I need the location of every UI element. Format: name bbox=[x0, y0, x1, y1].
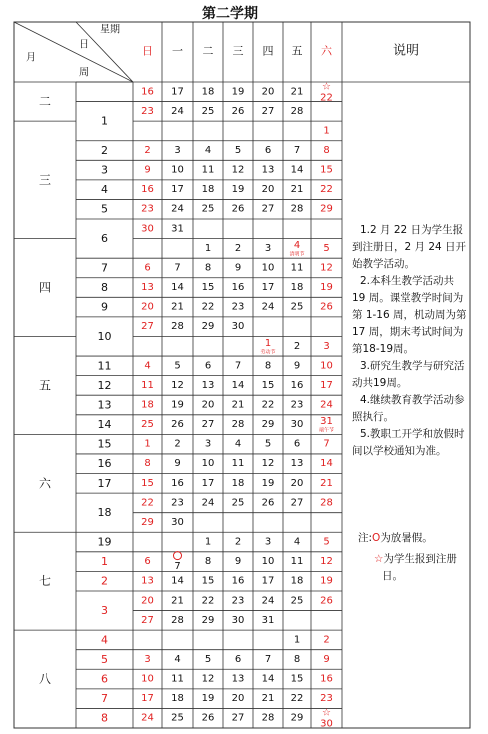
day-cell: 18 bbox=[290, 575, 304, 587]
header-day-3: 三 bbox=[232, 44, 244, 58]
day-cell: 25 bbox=[290, 301, 304, 313]
week-number-5: 6 bbox=[101, 232, 108, 246]
day-cell: 22 bbox=[201, 301, 215, 313]
day-cell: 17 bbox=[141, 693, 154, 705]
day-cell: 14 bbox=[171, 282, 184, 294]
day-cell: 31 bbox=[261, 614, 275, 626]
day-cell: 3 bbox=[144, 653, 151, 665]
month-label-0: 二 bbox=[38, 94, 52, 109]
day-cell: 11 bbox=[171, 673, 184, 685]
day-cell: 9 bbox=[174, 458, 181, 470]
day-cell: 9 bbox=[293, 360, 301, 372]
day-cell: 28 bbox=[171, 614, 184, 626]
day-cell: 11 bbox=[290, 556, 304, 568]
week-number-19: 1 bbox=[101, 555, 108, 569]
day-cell: 27 bbox=[261, 203, 275, 215]
day-cell: 6 bbox=[293, 438, 301, 450]
day-cell: 24 bbox=[261, 301, 275, 313]
day-cell: 30 bbox=[231, 321, 245, 333]
month-label-5: 七 bbox=[38, 574, 52, 589]
day-cell: 26 bbox=[320, 595, 333, 607]
week-number-6: 7 bbox=[101, 261, 108, 275]
legend-prefix: 注: bbox=[358, 532, 373, 544]
day-cell: 25 bbox=[171, 712, 184, 724]
day-cell: 3 bbox=[264, 536, 272, 548]
week-number-10: 11 bbox=[97, 359, 112, 373]
day-cell: 9 bbox=[323, 653, 330, 665]
day-cell: 20 bbox=[201, 399, 215, 411]
day-cell: 28 bbox=[290, 105, 304, 117]
day-cell: 23 bbox=[320, 693, 333, 705]
week-number-7: 8 bbox=[101, 281, 108, 295]
day-cell: 13 bbox=[261, 164, 275, 176]
day-cell: 16 bbox=[290, 379, 304, 391]
week-number-21: 3 bbox=[101, 604, 108, 618]
day-cell: 12 bbox=[231, 164, 245, 176]
week-number-23: 5 bbox=[101, 652, 108, 666]
day-cell: 25 bbox=[201, 203, 215, 215]
week-number-2: 3 bbox=[101, 163, 108, 177]
day-cell: 3 bbox=[264, 242, 272, 254]
day-cell: 4 bbox=[293, 239, 301, 251]
day-cell: 10 bbox=[201, 458, 215, 470]
day-cell: 15 bbox=[201, 575, 215, 587]
day-cell: 30 bbox=[320, 718, 333, 730]
notes-title: 说明 bbox=[392, 43, 420, 59]
day-cell: 4 bbox=[204, 145, 212, 157]
day-cell: 23 bbox=[231, 301, 245, 313]
day-cell: 17 bbox=[201, 477, 215, 489]
header-day-2: 二 bbox=[202, 44, 214, 58]
day-cell: 31 bbox=[320, 416, 333, 428]
month-label-6: 八 bbox=[38, 672, 52, 687]
day-cell: 31 bbox=[171, 223, 184, 235]
day-cell: 11 bbox=[231, 458, 245, 470]
week-number-13: 14 bbox=[97, 418, 112, 432]
day-cell: 17 bbox=[320, 379, 333, 391]
legend-circle-text: 为放暑假。 bbox=[380, 532, 433, 544]
day-cell: 2 bbox=[144, 145, 151, 157]
week-number-1: 2 bbox=[101, 144, 108, 158]
day-cell: 23 bbox=[141, 105, 154, 117]
holiday-label: 劳动节 bbox=[260, 349, 276, 356]
note-4: 4.继续教育教学活动参照执行。 bbox=[352, 394, 465, 423]
day-cell: 26 bbox=[231, 203, 245, 215]
day-cell: 15 bbox=[320, 164, 333, 176]
circle-icon: O bbox=[372, 532, 381, 544]
day-cell: 22 bbox=[201, 595, 215, 607]
day-cell: 21 bbox=[320, 477, 333, 489]
day-cell: 21 bbox=[231, 399, 245, 411]
note-3: 3.研究生教学与研究活动共19周。 bbox=[352, 360, 465, 389]
day-cell: 8 bbox=[293, 653, 301, 665]
star-icon: ☆ bbox=[322, 81, 331, 93]
day-cell: 24 bbox=[320, 399, 333, 411]
week-number-25: 7 bbox=[101, 692, 108, 706]
day-cell: 28 bbox=[290, 203, 304, 215]
day-cell: 21 bbox=[290, 86, 304, 98]
day-cell: 30 bbox=[171, 516, 184, 528]
day-cell: 6 bbox=[144, 556, 151, 568]
star-icon: ☆ bbox=[322, 707, 331, 719]
day-cell: 27 bbox=[141, 614, 154, 626]
day-cell: 16 bbox=[141, 184, 154, 196]
day-cell: 24 bbox=[171, 203, 184, 215]
week-number-0: 1 bbox=[101, 114, 108, 128]
note-1: 1.2 月 22 日为学生报到注册日，2 月 24 日开始教学活动。 bbox=[352, 224, 467, 270]
day-cell: 5 bbox=[264, 438, 272, 450]
day-cell: 13 bbox=[201, 379, 215, 391]
month-label-2: 四 bbox=[38, 280, 52, 295]
day-cell: 25 bbox=[141, 419, 154, 431]
day-cell: 8 bbox=[204, 262, 212, 274]
day-cell: 10 bbox=[141, 673, 154, 685]
legend-star bbox=[352, 551, 470, 585]
day-cell: 9 bbox=[234, 556, 242, 568]
day-cell: 23 bbox=[290, 399, 304, 411]
day-cell: 13 bbox=[141, 282, 154, 294]
day-cell: 20 bbox=[141, 595, 154, 607]
day-cell: 24 bbox=[171, 105, 184, 117]
header-day-6: 六 bbox=[321, 44, 332, 58]
header-month-label: 月 bbox=[26, 52, 36, 64]
day-cell: 8 bbox=[323, 145, 330, 157]
week-number-8: 9 bbox=[101, 300, 108, 314]
day-cell: 7 bbox=[174, 262, 181, 274]
day-cell: 14 bbox=[290, 164, 304, 176]
day-cell: 5 bbox=[174, 360, 181, 372]
header-day-label: 日 bbox=[79, 39, 89, 51]
day-cell: 16 bbox=[231, 282, 245, 294]
day-cell: 14 bbox=[261, 673, 275, 685]
day-cell: 25 bbox=[231, 497, 245, 509]
day-cell: 19 bbox=[261, 477, 275, 489]
week-number-16: 17 bbox=[97, 476, 112, 490]
notes-block bbox=[352, 222, 470, 460]
day-cell: 12 bbox=[261, 458, 275, 470]
day-cell: 12 bbox=[171, 379, 184, 391]
day-cell: 11 bbox=[141, 379, 154, 391]
day-cell: 30 bbox=[141, 223, 154, 235]
day-cell: 20 bbox=[261, 184, 275, 196]
month-label-1: 三 bbox=[38, 172, 52, 187]
week-number-22: 4 bbox=[101, 633, 108, 647]
week-number-14: 15 bbox=[97, 437, 112, 451]
day-cell: 29 bbox=[201, 321, 215, 333]
day-cell: 26 bbox=[261, 497, 275, 509]
day-cell: 16 bbox=[141, 86, 154, 98]
day-cell: 4 bbox=[293, 536, 301, 548]
week-number-15: 16 bbox=[97, 457, 112, 471]
day-cell: 22 bbox=[141, 497, 154, 509]
day-cell: 25 bbox=[201, 105, 215, 117]
week-number-11: 12 bbox=[97, 378, 112, 392]
day-cell: 2 bbox=[293, 340, 301, 352]
note-2: 2.本科生教学活动共 19 周。课堂教学时间为第 1-16 周，机动周为第 17 周，期末考试时间为第18-19周。 bbox=[352, 275, 467, 355]
day-cell: 1 bbox=[204, 536, 212, 548]
day-cell: 16 bbox=[231, 575, 245, 587]
day-cell: 26 bbox=[201, 712, 215, 724]
day-cell: 26 bbox=[320, 301, 333, 313]
day-cell: 1 bbox=[264, 337, 272, 349]
day-cell: 8 bbox=[264, 360, 272, 372]
page-title: 第二学期 bbox=[202, 6, 258, 22]
day-cell: 1 bbox=[293, 634, 301, 646]
day-cell: 18 bbox=[290, 282, 304, 294]
day-cell: 22 bbox=[290, 693, 304, 705]
day-cell: 5 bbox=[234, 145, 242, 157]
day-cell: 11 bbox=[290, 262, 304, 274]
day-cell: 23 bbox=[141, 203, 154, 215]
day-cell: 13 bbox=[141, 575, 154, 587]
day-cell: 3 bbox=[323, 340, 330, 352]
day-cell: 5 bbox=[323, 242, 330, 254]
day-cell: 1 bbox=[144, 438, 151, 450]
day-cell: 10 bbox=[171, 164, 184, 176]
day-cell: 10 bbox=[261, 556, 275, 568]
week-number-17: 18 bbox=[97, 506, 112, 520]
day-cell: 19 bbox=[201, 693, 215, 705]
day-cell: 3 bbox=[174, 145, 181, 157]
day-cell: 6 bbox=[264, 145, 272, 157]
day-cell: 14 bbox=[320, 458, 333, 470]
day-cell: 20 bbox=[261, 86, 275, 98]
legend-star-text: 为学生报到注册日。 bbox=[382, 553, 457, 582]
day-cell: 8 bbox=[144, 458, 151, 470]
day-cell: 22 bbox=[320, 92, 333, 104]
day-cell: 18 bbox=[171, 693, 184, 705]
week-number-26: 8 bbox=[101, 711, 108, 725]
week-number-24: 6 bbox=[101, 672, 108, 686]
day-cell: 22 bbox=[320, 184, 333, 196]
day-cell: 21 bbox=[290, 184, 304, 196]
month-label-3: 五 bbox=[38, 378, 52, 393]
day-cell: 27 bbox=[201, 419, 215, 431]
day-cell: 27 bbox=[141, 321, 154, 333]
day-cell: 29 bbox=[201, 614, 215, 626]
holiday-label: 端午节 bbox=[318, 427, 335, 434]
day-cell: 7 bbox=[234, 360, 242, 372]
day-cell: 18 bbox=[201, 86, 215, 98]
legend-block bbox=[352, 530, 470, 585]
day-cell: 6 bbox=[204, 360, 212, 372]
day-cell: 21 bbox=[171, 301, 184, 313]
circle-icon bbox=[174, 552, 182, 560]
day-cell: 7 bbox=[174, 561, 181, 573]
day-cell: 11 bbox=[201, 164, 215, 176]
day-cell: 6 bbox=[144, 262, 151, 274]
day-cell: 18 bbox=[231, 477, 245, 489]
day-cell: 17 bbox=[261, 282, 275, 294]
header-day-4: 四 bbox=[262, 44, 274, 58]
day-cell: 29 bbox=[141, 516, 154, 528]
day-cell: 3 bbox=[204, 438, 212, 450]
day-cell: 5 bbox=[323, 536, 330, 548]
day-cell: 7 bbox=[264, 653, 272, 665]
day-cell: 16 bbox=[171, 477, 184, 489]
day-cell: 29 bbox=[320, 203, 333, 215]
header-day-1: 一 bbox=[172, 44, 183, 58]
day-cell: 23 bbox=[171, 497, 184, 509]
month-label-4: 六 bbox=[38, 476, 52, 491]
day-cell: 7 bbox=[323, 438, 330, 450]
day-cell: 20 bbox=[290, 477, 304, 489]
header-week-label: 周 bbox=[79, 67, 89, 79]
day-cell: 6 bbox=[234, 653, 242, 665]
day-cell: 27 bbox=[231, 712, 245, 724]
day-cell: 14 bbox=[231, 379, 245, 391]
week-number-12: 13 bbox=[97, 398, 112, 412]
day-cell: 8 bbox=[204, 556, 212, 568]
day-cell: 15 bbox=[290, 673, 304, 685]
day-cell: 12 bbox=[320, 556, 333, 568]
day-cell: 27 bbox=[290, 497, 304, 509]
day-cell: 30 bbox=[290, 419, 304, 431]
day-cell: 27 bbox=[261, 105, 275, 117]
day-cell: 17 bbox=[261, 575, 275, 587]
day-cell: 4 bbox=[144, 360, 151, 372]
header-day-0: 日 bbox=[142, 44, 153, 58]
header-day-5: 五 bbox=[291, 44, 303, 58]
header-weekday-label: 星期 bbox=[100, 24, 120, 36]
day-cell: 13 bbox=[231, 673, 245, 685]
day-cell: 15 bbox=[261, 379, 275, 391]
day-cell: 14 bbox=[171, 575, 184, 587]
day-cell: 12 bbox=[201, 673, 215, 685]
day-cell: 30 bbox=[231, 614, 245, 626]
day-cell: 10 bbox=[320, 360, 333, 372]
day-cell: 7 bbox=[293, 145, 301, 157]
day-cell: 19 bbox=[231, 184, 245, 196]
day-cell: 9 bbox=[234, 262, 242, 274]
star-icon: ☆ bbox=[374, 553, 384, 565]
day-cell: 24 bbox=[261, 595, 275, 607]
week-number-20: 2 bbox=[101, 574, 108, 588]
legend-circle bbox=[352, 530, 470, 547]
day-cell: 22 bbox=[261, 399, 275, 411]
day-cell: 2 bbox=[234, 242, 242, 254]
day-cell: 21 bbox=[171, 595, 184, 607]
day-cell: 2 bbox=[174, 438, 181, 450]
day-cell: 25 bbox=[290, 595, 304, 607]
day-cell: 17 bbox=[171, 184, 184, 196]
day-cell: 18 bbox=[141, 399, 154, 411]
week-number-3: 4 bbox=[101, 183, 108, 197]
day-cell: 28 bbox=[320, 497, 333, 509]
day-cell: 19 bbox=[171, 399, 184, 411]
day-cell: 29 bbox=[290, 712, 304, 724]
day-cell: 20 bbox=[231, 693, 245, 705]
day-cell: 29 bbox=[261, 419, 275, 431]
day-cell: 2 bbox=[234, 536, 242, 548]
day-cell: 28 bbox=[261, 712, 275, 724]
day-cell: 18 bbox=[201, 184, 215, 196]
day-cell: 1 bbox=[204, 242, 212, 254]
day-cell: 17 bbox=[171, 86, 184, 98]
day-cell: 26 bbox=[171, 419, 184, 431]
day-cell: 9 bbox=[144, 164, 151, 176]
day-cell: 19 bbox=[231, 86, 245, 98]
day-cell: 2 bbox=[323, 634, 330, 646]
day-cell: 19 bbox=[320, 575, 333, 587]
day-cell: 4 bbox=[174, 653, 181, 665]
day-cell: 19 bbox=[320, 282, 333, 294]
day-cell: 24 bbox=[201, 497, 215, 509]
day-cell: 24 bbox=[141, 712, 154, 724]
note-5: 5.教职工开学和放假时间以学校通知为准。 bbox=[352, 428, 465, 457]
day-cell: 12 bbox=[320, 262, 333, 274]
week-number-18: 19 bbox=[97, 535, 112, 549]
holiday-label: 清明节 bbox=[289, 251, 305, 258]
day-cell: 21 bbox=[261, 693, 275, 705]
day-cell: 13 bbox=[290, 458, 304, 470]
day-cell: 28 bbox=[231, 419, 245, 431]
day-cell: 16 bbox=[320, 673, 333, 685]
day-cell: 10 bbox=[261, 262, 275, 274]
day-cell: 15 bbox=[201, 282, 215, 294]
day-cell: 20 bbox=[141, 301, 154, 313]
week-number-4: 5 bbox=[101, 202, 108, 216]
week-number-9: 10 bbox=[97, 329, 112, 343]
day-cell: 23 bbox=[231, 595, 245, 607]
day-cell: 5 bbox=[204, 653, 212, 665]
day-cell: 15 bbox=[141, 477, 154, 489]
day-cell: 26 bbox=[231, 105, 245, 117]
day-cell: 28 bbox=[171, 321, 184, 333]
day-cell: 4 bbox=[234, 438, 242, 450]
day-cell: 1 bbox=[323, 125, 330, 137]
